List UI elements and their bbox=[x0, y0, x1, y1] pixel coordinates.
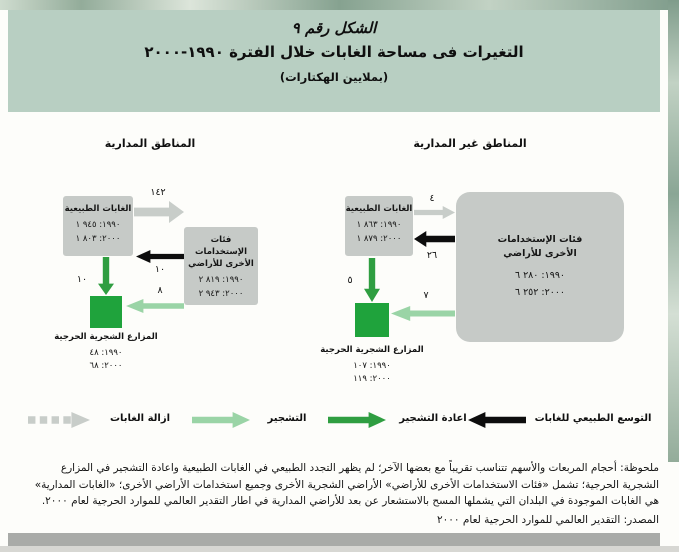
scan-edge-bottom bbox=[8, 533, 660, 546]
tropical-plantations-caption bbox=[40, 331, 172, 373]
afforestation-value-tropical: ٨ bbox=[157, 285, 163, 296]
other-land-2000: ٢٠٠٠: ٢ ٩٤٣ bbox=[198, 289, 244, 299]
legend-deforestation-arrow bbox=[28, 412, 90, 428]
deforestation-value-tropical: ١٤٢ bbox=[150, 187, 166, 198]
non-tropical-other-land-box bbox=[456, 192, 624, 342]
natural-forests-1990: ١٩٩٠: ١ ٨٦٣ bbox=[356, 220, 402, 230]
natural-forests-label: الغابات الطبيعية bbox=[64, 204, 132, 214]
natural-forests-label: الغابات الطبيعية bbox=[345, 204, 413, 214]
legend-deforestation-label: ازالة الغابات bbox=[109, 413, 171, 424]
scan-edge-bottom-light bbox=[0, 546, 679, 552]
deforestation-value-non-tropical: ٤ bbox=[429, 193, 435, 204]
other-land-2000: ٢٠٠٠: ٦ ٢٥٢ bbox=[514, 287, 566, 298]
plantations-2000: ٢٠٠٠: ٦٨ bbox=[89, 361, 123, 371]
reforestation-value-tropical: ١٠ bbox=[76, 274, 88, 285]
natural-expansion-arrow-non-tropical bbox=[414, 231, 455, 247]
scan-edge-top bbox=[0, 0, 679, 10]
afforestation-value-non-tropical: ٧ bbox=[423, 290, 429, 301]
legend-afforestation-label: التشجير bbox=[267, 413, 307, 424]
natural-forests-1990: ١٩٩٠: ١ ٩٤٥ bbox=[75, 220, 121, 230]
other-land-1990: ١٩٩٠: ٢ ٨١٩ bbox=[198, 275, 244, 285]
deforestation-arrow-non-tropical bbox=[414, 206, 455, 219]
non-tropical-natural-forests-box bbox=[345, 196, 413, 256]
reforestation-value-non-tropical: ٥ bbox=[347, 275, 353, 286]
figure-subtitle: (بملايين الهكتارات) bbox=[279, 70, 389, 84]
other-land-label-2: الأخرى للأراضي bbox=[188, 259, 254, 269]
plantations-label: المزارع الشجرية الحرجية bbox=[320, 345, 424, 355]
afforestation-arrow-non-tropical bbox=[391, 306, 455, 321]
natural-expansion-value-tropical: ١٠ bbox=[154, 264, 166, 275]
other-land-label-2: الأخرى للأراضي bbox=[503, 248, 577, 259]
other-land-label-1: فئات الإستخدامات bbox=[194, 235, 248, 257]
non-tropical-plantations-caption bbox=[300, 344, 444, 386]
legend-reforestation-label: اعادة التشجير bbox=[399, 413, 467, 424]
figure-header bbox=[8, 10, 660, 112]
other-land-1990: ١٩٩٠: ٦ ٢٨٠ bbox=[514, 270, 566, 281]
tropical-other-land-box bbox=[184, 227, 258, 305]
reforestation-arrow-tropical bbox=[98, 257, 114, 295]
natural-expansion-value-non-tropical: ٢٦ bbox=[426, 250, 438, 261]
scan-edge-right bbox=[668, 0, 679, 462]
natural-forests-2000: ٢٠٠٠: ١ ٨٠٣ bbox=[75, 234, 121, 244]
non-tropical-plantation-square bbox=[355, 303, 389, 337]
legend-afforestation-arrow bbox=[192, 412, 250, 428]
figure-number: الشكل رقم ٩ bbox=[291, 19, 377, 37]
deforestation-arrow-tropical bbox=[134, 201, 184, 223]
plantations-2000: ٢٠٠٠: ١١٩ bbox=[353, 374, 391, 384]
afforestation-arrow-tropical bbox=[126, 299, 184, 313]
natural-expansion-arrow-tropical bbox=[136, 250, 184, 263]
tropical-natural-forests-box bbox=[63, 196, 133, 256]
section-title-non-tropical: المناطق غير المدارية bbox=[413, 137, 527, 150]
plantations-1990: ١٩٩٠: ١٠٧ bbox=[353, 361, 391, 371]
note-text: ملحوظة: أحجام المربعات والأسهم تتناسب تقريباً مع بعضها الآخر؛ لم يظهر التجدد الطبيعي في الغابات الطبيعية واعادة التشجير في المزارع الشجرية الحرجية؛ تشمل «فئات الاستخدامات الأخرى للأراضي» الأراضي الشجرية الأخرى وجميع استخدامات الأراضي الأخرى؛ «الغابات المدارية» هي الغابات الموجودة في البلدان التي يشملها المسح بالاستشعار عن بعد للأراضي المدارية في اطار التقدير العالمي للموارد الحرجية لعام ٢٠٠٠. bbox=[34, 462, 659, 507]
legend-natural-expansion-arrow bbox=[468, 412, 526, 428]
legend-natural-expansion-label: التوسع الطبيعي للغابات bbox=[534, 413, 652, 424]
tropical-plantation-square bbox=[90, 296, 122, 328]
other-land-label-1: فئات الإستخدامات bbox=[497, 234, 583, 245]
figure-title: التغيرات فى مساحة الغابات خلال الفترة ١٩٩٠-٢٠٠٠ bbox=[144, 43, 524, 61]
legend-reforestation-arrow bbox=[328, 412, 386, 428]
source-text: المصدر: التقدير العالمي للموارد الحرجية لعام ٢٠٠٠ bbox=[436, 514, 659, 526]
plantations-label: المزارع الشجرية الحرجية bbox=[54, 332, 158, 342]
plantations-1990: ١٩٩٠: ٤٨ bbox=[89, 348, 123, 358]
reforestation-arrow-non-tropical bbox=[364, 258, 380, 302]
section-title-tropical: المناطق المدارية bbox=[104, 137, 196, 150]
natural-forests-2000: ٢٠٠٠: ١ ٨٧٩ bbox=[356, 234, 402, 244]
